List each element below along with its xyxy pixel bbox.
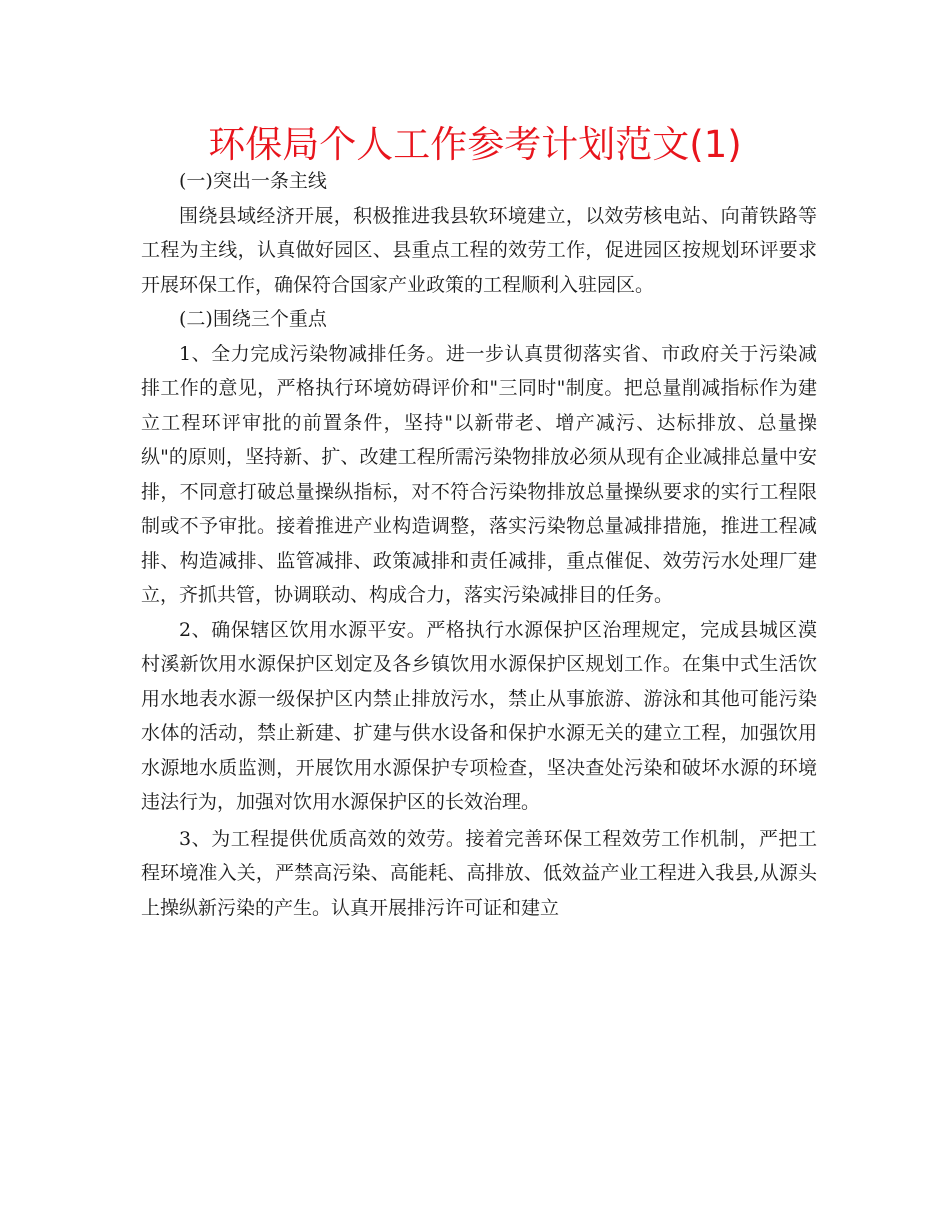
section-heading-2: (二)围绕三个重点 bbox=[179, 308, 327, 330]
paragraph-item-3: 3、为工程提供优质高效的效劳。接着完善环保工程效劳工作机制，严把工程环境准入关，严禁高污染、高能耗、高排放、低效益产业工程进入我县,从源头上操纵新污染的产生。认真开展排污许可证和建立 bbox=[141, 827, 817, 919]
paragraph-main-line: 围绕县域经济开展，积极推进我县软环境建立，以效劳核电站、向莆铁路等工程为主线，认真做好园区、县重点工程的效劳工作，促进园区按规划环评要求开展环保工作，确保符合国家产业政策的工程顺利入驻园区。 bbox=[141, 204, 817, 296]
paragraph-item-2: 2、确保辖区饮用水源平安。严格执行水源保护区治理规定，完成县城区漠村溪新饮用水源保护区划定及各乡镇饮用水源保护区规划工作。在集中式生活饮用水地表水源一级保护区内禁止排放污水，禁止从事旅游、游泳和其他可能污染水体的活动，禁止新建、扩建与供水设备和保护水源无关的建立工程，加强饮用水源地水质监测，开展饮用水源保护专项检查，坚决查处污染和破坏水源的环境违法行为，加强对饮用水源保护区的长效治理。 bbox=[141, 618, 817, 813]
paragraph-item-1: 1、全力完成污染物减排任务。进一步认真贯彻落实省、市政府关于污染减排工作的意见，严格执行环境妨碍评价和"三同时"制度。把总量削减指标作为建立工程环评审批的前置条件，坚持"以新带老、增产减污、达标排放、总量操纵"的原则，坚持新、扩、改建工程所需污染物排放必须从现有企业减排总量中安排，不同意打破总量操纵指标，对不符合污染物排放总量操纵要求的实行工程限制或不予审批。接着推进产业构造调整，落实污染物总量减排措施，推进工程减排、构造减排、监管减排、政策减排和责任减排，重点催促、效劳污水处理厂建立，齐抓共管，协调联动、构成合力，落实污染减排目的任务。 bbox=[141, 342, 817, 606]
document-title: 环保局个人工作参考计划范文(1) bbox=[208, 123, 742, 166]
section-heading-1: (一)突出一条主线 bbox=[179, 170, 327, 192]
document-body bbox=[141, 164, 817, 925]
